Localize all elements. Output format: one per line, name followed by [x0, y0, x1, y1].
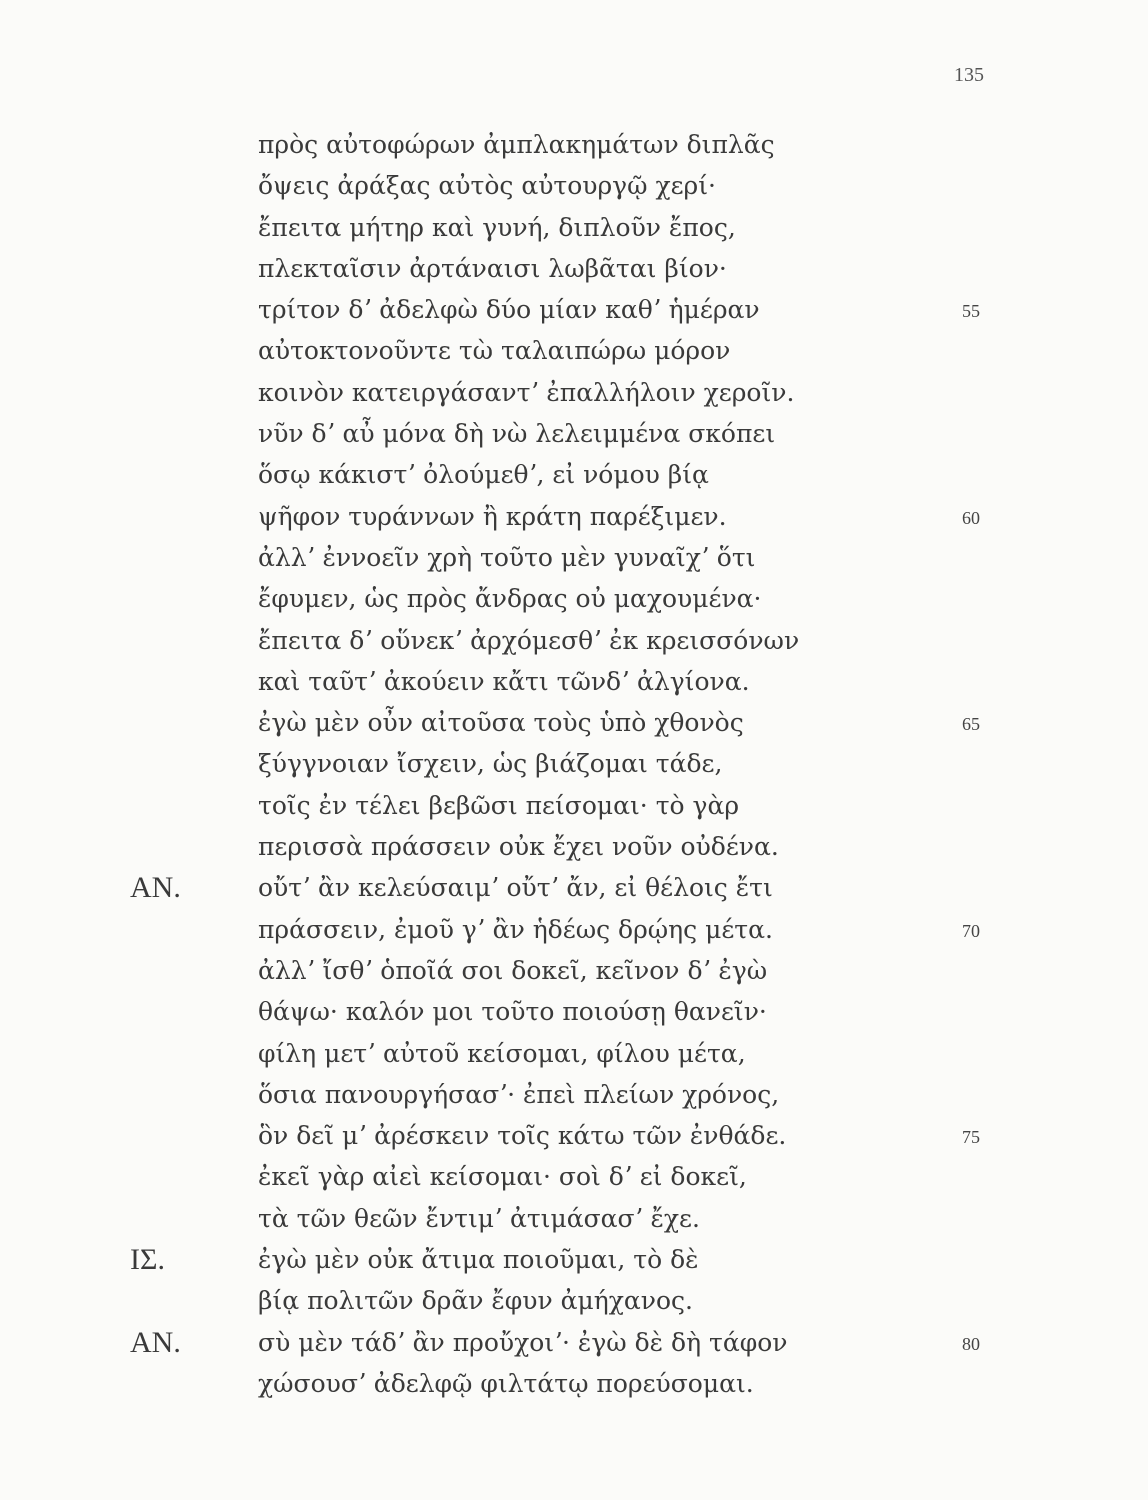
verse-line [0, 950, 1148, 991]
verse-text: οὔτʼ ἂν κελεύσαιμʼ οὔτʼ ἄν, εἰ θέλοις ἔτι [258, 873, 773, 903]
verse-text: αὐτοκτονοῦντε τὼ ταλαιπώρω μόρον [258, 336, 731, 366]
verse-text: ἔφυμεν, ὡς πρὸς ἄνδρας οὐ μαχουμένα· [258, 584, 762, 614]
line-number: 80 [962, 1333, 980, 1354]
verse-line [0, 248, 1148, 289]
verse-line [0, 330, 1148, 371]
verse-line [0, 413, 1148, 454]
verse-line [0, 496, 1148, 537]
speaker-label: ΑΝ. [130, 1325, 181, 1359]
verse-line [0, 454, 1148, 495]
verse-line [0, 1198, 1148, 1239]
verse-text: τὰ τῶν θεῶν ἔντιμʼ ἀτιμάσασʼ ἔχε. [258, 1203, 700, 1233]
verse-text: φίλη μετʼ αὐτοῦ κείσομαι, φίλου μέτα, [258, 1038, 746, 1068]
verse-text: τρίτον δʼ ἀδελφὼ δύο μίαν καθʼ ἡμέραν [258, 295, 760, 325]
verse-text: ἔπειτα δʼ οὕνεκʼ ἀρχόμεσθʼ ἐκ κρεισσόνων [258, 625, 800, 655]
verse-text: ἔπειτα μήτηρ καὶ γυνή, διπλοῦν ἔπος, [258, 212, 736, 242]
verse-line [0, 537, 1148, 578]
verse-line [0, 578, 1148, 619]
verse-text: περισσὰ πράσσειν οὐκ ἔχει νοῦν οὐδένα. [258, 832, 779, 862]
verse-text: σὺ μὲν τάδʼ ἂν προὔχοιʼ· ἐγὼ δὲ δὴ τάφον [258, 1327, 788, 1357]
verse-text: ξύγγνοιαν ἴσχειν, ὡς βιάζομαι τάδε, [258, 749, 723, 779]
verse-text: ἀλλʼ ἐννοεῖν χρὴ τοῦτο μὲν γυναῖχʼ ὅτι [258, 542, 756, 572]
verse-text: τοῖς ἐν τέλει βεβῶσι πείσομαι· τὸ γὰρ [258, 790, 740, 820]
verse-text: χώσουσʼ ἀδελφῷ φιλτάτῳ πορεύσομαι. [258, 1368, 754, 1398]
verse-line [0, 702, 1148, 743]
verse-line [0, 372, 1148, 413]
verse-line [0, 1033, 1148, 1074]
verse-line [0, 909, 1148, 950]
verse-text-block [0, 124, 1148, 1404]
verse-text: ὅσια πανουργήσασʼ· ἐπεὶ πλείων χρόνος, [258, 1079, 780, 1109]
speaker-label: ΑΝ. [130, 871, 181, 905]
verse-line [0, 165, 1148, 206]
line-number: 65 [962, 714, 980, 735]
verse-text: κοινὸν κατειργάσαντʼ ἐπαλλήλοιν χεροῖν. [258, 377, 795, 407]
verse-text: θάψω· καλόν μοι τοῦτο ποιούσῃ θανεῖν· [258, 997, 767, 1027]
verse-line [0, 661, 1148, 702]
verse-text: πρὸς αὐτοφώρων ἀμπλακημάτων διπλᾶς [258, 130, 775, 159]
line-number: 70 [962, 920, 980, 941]
verse-line [0, 1074, 1148, 1115]
verse-line [0, 826, 1148, 867]
verse-line [0, 991, 1148, 1032]
verse-line [0, 1363, 1148, 1404]
speaker-label: ΙΣ. [130, 1243, 165, 1277]
verse-text: πράσσειν, ἐμοῦ γʼ ἂν ἡδέως δρῴης μέτα. [258, 914, 773, 944]
verse-line [0, 289, 1148, 330]
verse-text: καὶ ταῦτʼ ἀκούειν κἄτι τῶνδʼ ἀλγίονα. [258, 666, 750, 696]
verse-line [0, 1156, 1148, 1197]
verse-text: βίᾳ πολιτῶν δρᾶν ἔφυν ἀμήχανος. [258, 1286, 693, 1316]
verse-text: ὅσῳ κάκιστʼ ὀλούμεθʼ, εἰ νόμου βίᾳ [258, 460, 709, 490]
verse-line [0, 1239, 1148, 1280]
verse-line [0, 1115, 1148, 1156]
verse-text: νῦν δʼ αὖ μόνα δὴ νὼ λελειμμένα σκόπει [258, 419, 776, 449]
verse-line [0, 1280, 1148, 1321]
verse-line [0, 124, 1148, 165]
verse-line [0, 1322, 1148, 1363]
verse-text: πλεκταῖσιν ἀρτάναισι λωβᾶται βίον· [258, 253, 727, 283]
verse-text: ἐγὼ μὲν οὐκ ἄτιμα ποιοῦμαι, τὸ δὲ [258, 1245, 699, 1275]
verse-line [0, 207, 1148, 248]
page-number: 135 [954, 64, 984, 86]
line-number: 75 [962, 1127, 980, 1148]
verse-line [0, 743, 1148, 784]
line-number: 60 [962, 507, 980, 528]
verse-text: ψῆφον τυράννων ἢ κράτη παρέξιμεν. [258, 501, 727, 531]
verse-line [0, 867, 1148, 908]
verse-line [0, 620, 1148, 661]
line-number: 55 [962, 301, 980, 322]
verse-line [0, 785, 1148, 826]
verse-text: ἐγὼ μὲν οὖν αἰτοῦσα τοὺς ὑπὸ χθονὸς [258, 708, 744, 738]
verse-text: ἐκεῖ γὰρ αἰεὶ κείσομαι· σοὶ δʼ εἰ δοκεῖ, [258, 1162, 747, 1192]
verse-text: ὃν δεῖ μʼ ἀρέσκειν τοῖς κάτω τῶν ἐνθάδε. [258, 1121, 787, 1151]
verse-text: ἀλλʼ ἴσθʼ ὁποῖά σοι δοκεῖ, κεῖνον δʼ ἐγὼ [258, 955, 768, 985]
verse-text: ὄψεις ἀράξας αὐτὸς αὐτουργῷ χερί· [258, 171, 717, 201]
